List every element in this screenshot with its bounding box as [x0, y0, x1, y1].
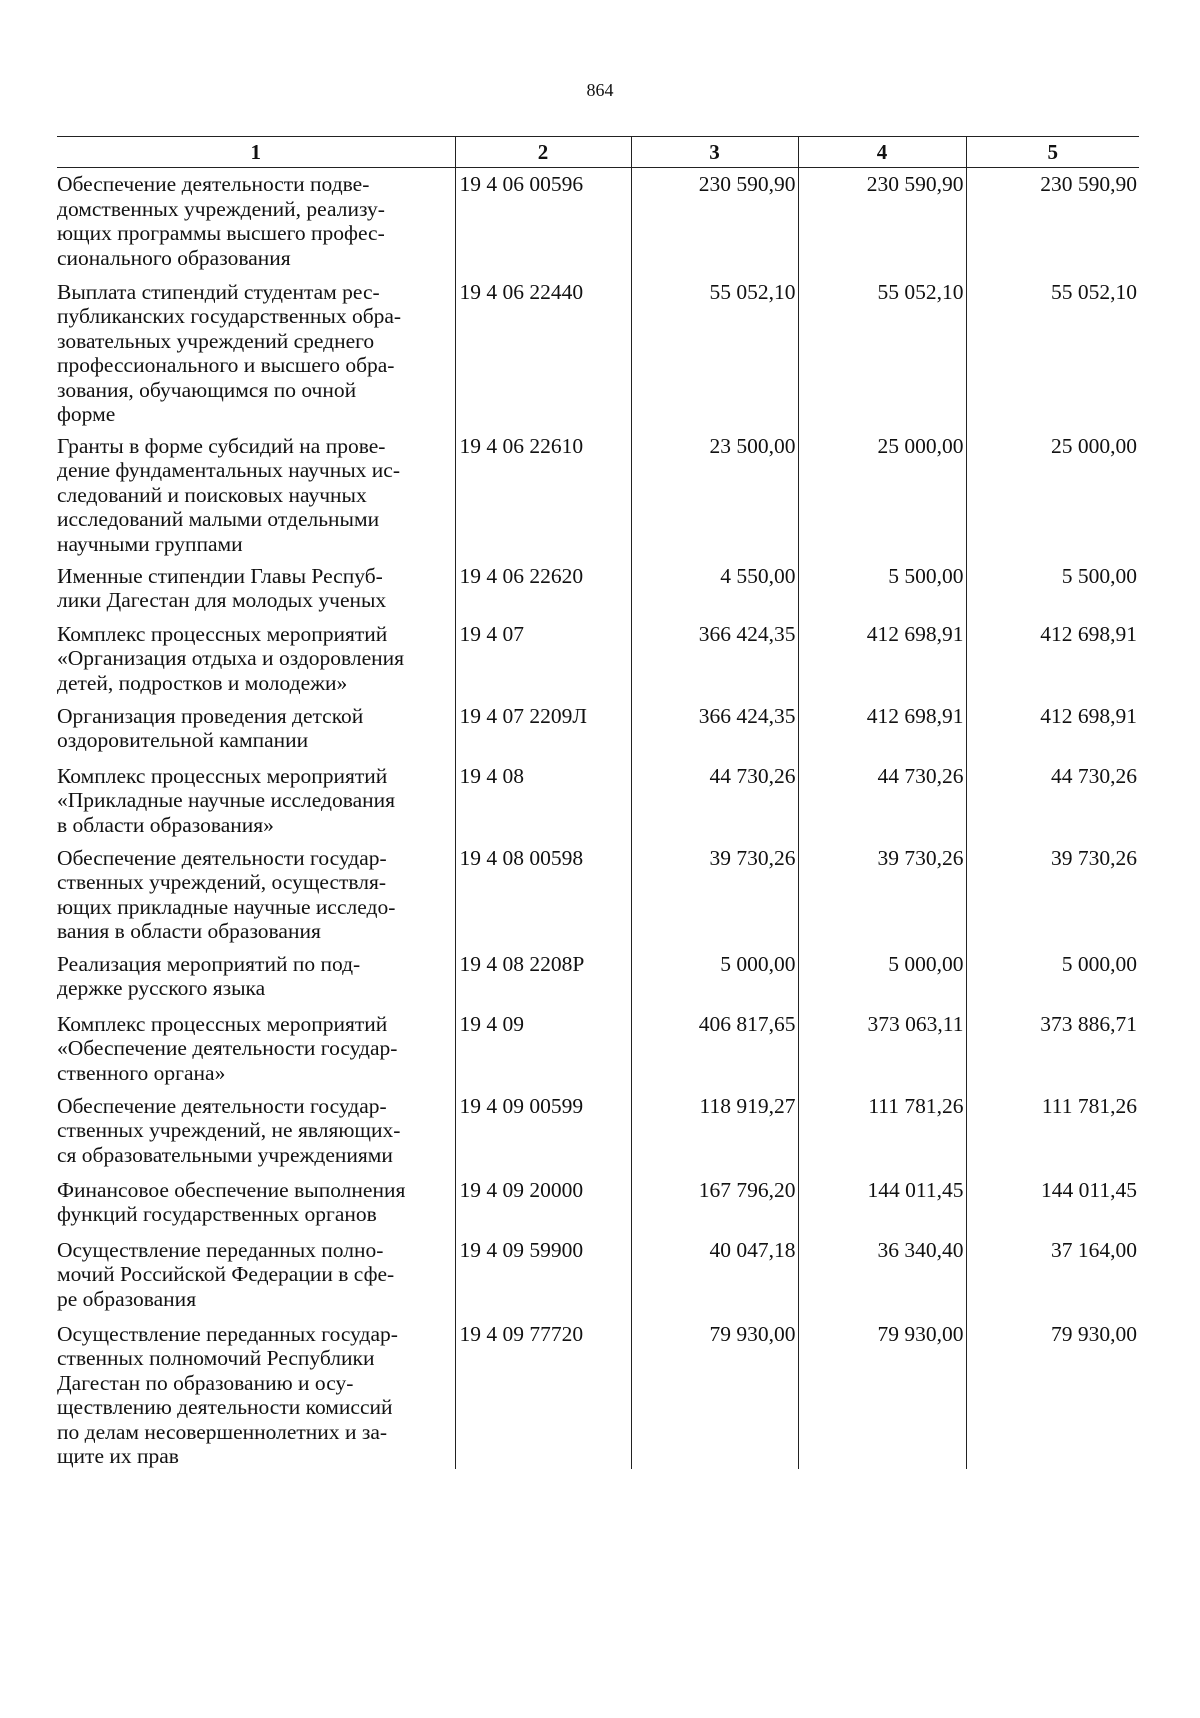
- row-name-cell: [57, 698, 455, 758]
- row-value-col5-text: 373 886,71: [1040, 1011, 1137, 1036]
- row-code-text: 19 4 09 00599: [459, 1093, 584, 1118]
- row-name-cell: [57, 1232, 455, 1316]
- row-value-col3-cell: [631, 428, 798, 558]
- row-code-text: 19 4 06 22440: [459, 279, 584, 304]
- row-value-col4-cell: [798, 616, 966, 698]
- row-value-col4-text: 36 340,40: [877, 1237, 964, 1262]
- row-name-cell: [57, 558, 455, 616]
- row-value-col5-cell: [966, 840, 1139, 946]
- row-value-col4-cell: [798, 758, 966, 840]
- row-value-col3-text: 167 796,20: [698, 1177, 796, 1202]
- row-value-col3-cell: [631, 1088, 798, 1172]
- column-header-4: 4: [798, 137, 966, 168]
- row-value-col4-cell: [798, 1006, 966, 1088]
- row-value-col5-text: 79 930,00: [1051, 1321, 1137, 1346]
- row-name-text: Комплекс процессных мероприятий «Обеспечение деятельности государ- ственного органа»: [57, 1011, 398, 1085]
- row-code-cell: [455, 1006, 631, 1088]
- row-name-text: Организация проведения детской оздоровительной кампании: [57, 703, 364, 752]
- row-value-col5-text: 25 000,00: [1051, 433, 1137, 458]
- table-header-row: [57, 137, 1139, 168]
- row-name-text: Осуществление переданных государ- ственных полномочий Республики Дагестан по образованию и осу- ществлению деятельности комиссий по делам несовершеннолетних и за- щите их прав: [57, 1321, 398, 1468]
- row-value-col3-text: 118 919,27: [699, 1093, 796, 1118]
- table-row: [57, 1232, 1139, 1316]
- row-code-text: 19 4 09 59900: [459, 1237, 584, 1262]
- row-value-col3-cell: [631, 840, 798, 946]
- row-value-col3-text: 40 047,18: [709, 1237, 796, 1262]
- row-value-col3-cell: [631, 946, 798, 1006]
- row-value-col4-cell: [798, 1232, 966, 1316]
- row-value-col4-text: 412 698,91: [866, 621, 964, 646]
- row-value-col3-text: 44 730,26: [709, 763, 796, 788]
- row-code-cell: [455, 1172, 631, 1232]
- row-code-cell: [455, 1232, 631, 1316]
- row-code-text: 19 4 07: [459, 621, 524, 646]
- row-name-text: Комплекс процессных мероприятий «Прикладные научные исследования в области образования»: [57, 763, 396, 837]
- row-value-col3-cell: [631, 274, 798, 428]
- row-code-text: 19 4 06 22620: [459, 563, 584, 588]
- row-value-col4-cell: [798, 1088, 966, 1172]
- row-name-cell: [57, 1316, 455, 1469]
- row-value-col5-text: 44 730,26: [1051, 763, 1137, 788]
- row-value-col4-text: 5 000,00: [888, 951, 964, 976]
- column-header-5: 5: [966, 137, 1139, 168]
- row-name-text: Выплата стипендий студентам рес- публиканских государственных обра- зовательных учреждений среднего профессионального и высшего обра- зования, обучающимся по очной форме: [57, 279, 402, 426]
- row-value-col4-text: 144 011,45: [867, 1177, 964, 1202]
- row-value-col5-text: 412 698,91: [1040, 621, 1137, 646]
- row-code-cell: [455, 168, 631, 274]
- table-row: [57, 946, 1139, 1006]
- row-value-col4-cell: [798, 946, 966, 1006]
- row-value-col5-cell: [966, 274, 1139, 428]
- row-value-col5-cell: [966, 698, 1139, 758]
- row-value-col3-text: 366 424,35: [698, 621, 796, 646]
- row-value-col4-cell: [798, 1172, 966, 1232]
- row-value-col4-text: 373 063,11: [867, 1011, 964, 1036]
- table-row: [57, 698, 1139, 758]
- row-name-cell: [57, 1006, 455, 1088]
- row-name-text: Обеспечение деятельности государ- ственных учреждений, осуществля- ющих прикладные научные исследо- вания в области образования: [57, 845, 396, 943]
- row-code-cell: [455, 274, 631, 428]
- row-name-text: Гранты в форме субсидий на прове- дение фундаментальных научных ис- следований и поисковых научных исследований малыми отдельными научными группами: [57, 433, 401, 556]
- row-code-cell: [455, 698, 631, 758]
- column-header-3: 3: [631, 137, 798, 168]
- row-value-col5-text: 111 781,26: [1041, 1093, 1137, 1118]
- row-name-cell: [57, 428, 455, 558]
- row-value-col4-text: 111 781,26: [868, 1093, 964, 1118]
- row-value-col4-text: 25 000,00: [877, 433, 964, 458]
- row-value-col3-text: 5 000,00: [720, 951, 796, 976]
- row-value-col5-cell: [966, 758, 1139, 840]
- row-code-text: 19 4 06 00596: [459, 172, 584, 196]
- table-row: [57, 1316, 1139, 1469]
- row-code-cell: [455, 558, 631, 616]
- row-name-cell: [57, 946, 455, 1006]
- row-value-col3-cell: [631, 558, 798, 616]
- row-code-text: 19 4 08 00598: [459, 845, 584, 870]
- row-name-text: Именные стипендии Главы Респуб- лики Дагестан для молодых ученых: [57, 563, 387, 612]
- row-value-col4-text: 230 590,90: [866, 172, 964, 196]
- row-value-col5-cell: [966, 1006, 1139, 1088]
- row-value-col3-cell: [631, 1006, 798, 1088]
- row-value-col5-text: 37 164,00: [1051, 1237, 1137, 1262]
- row-value-col3-cell: [631, 698, 798, 758]
- table-body: [57, 168, 1139, 1469]
- column-header-1: 1: [57, 137, 455, 168]
- row-code-cell: [455, 616, 631, 698]
- row-name-text: Осуществление переданных полно- мочий Российской Федерации в сфе- ре образования: [57, 1237, 395, 1311]
- row-code-text: 19 4 09 77720: [459, 1321, 584, 1346]
- row-value-col4-cell: [798, 698, 966, 758]
- row-value-col4-text: 79 930,00: [877, 1321, 964, 1346]
- row-value-col3-cell: [631, 168, 798, 274]
- row-value-col3-text: 366 424,35: [698, 703, 796, 728]
- row-name-text: Финансовое обеспечение выполнения функций государственных органов: [57, 1177, 406, 1226]
- table-row: [57, 758, 1139, 840]
- row-name-cell: [57, 616, 455, 698]
- row-code-text: 19 4 09: [459, 1011, 524, 1036]
- row-value-col4-text: 39 730,26: [877, 845, 964, 870]
- row-code-text: 19 4 07 2209Л: [459, 703, 587, 728]
- row-value-col5-cell: [966, 616, 1139, 698]
- table-row: [57, 840, 1139, 946]
- row-code-cell: [455, 1316, 631, 1469]
- table-row: [57, 1172, 1139, 1232]
- table-row: [57, 1006, 1139, 1088]
- row-value-col5-cell: [966, 1172, 1139, 1232]
- row-value-col4-text: 5 500,00: [888, 563, 964, 588]
- row-value-col4-text: 55 052,10: [877, 279, 964, 304]
- table-row: [57, 1088, 1139, 1172]
- row-value-col4-cell: [798, 840, 966, 946]
- table-row: [57, 558, 1139, 616]
- row-value-col3-cell: [631, 1172, 798, 1232]
- row-value-col3-text: 39 730,26: [709, 845, 796, 870]
- row-value-col5-text: 5 500,00: [1061, 563, 1137, 588]
- row-value-col5-cell: [966, 1088, 1139, 1172]
- row-value-col4-cell: [798, 428, 966, 558]
- table-row: [57, 428, 1139, 558]
- row-value-col4-cell: [798, 558, 966, 616]
- row-value-col5-text: 5 000,00: [1061, 951, 1137, 976]
- row-code-text: 19 4 06 22610: [459, 433, 584, 458]
- row-value-col3-text: 4 550,00: [720, 563, 796, 588]
- row-code-text: 19 4 09 20000: [459, 1177, 584, 1202]
- row-value-col3-text: 406 817,65: [698, 1011, 796, 1036]
- table-row: [57, 616, 1139, 698]
- row-value-col3-cell: [631, 758, 798, 840]
- row-value-col3-cell: [631, 1316, 798, 1469]
- page-number: 864: [586, 80, 614, 100]
- row-name-text: Обеспечение деятельности подве- домственных учреждений, реализу- ющих программы высшего профес- сионального образования: [57, 172, 385, 270]
- row-value-col4-text: 44 730,26: [877, 763, 964, 788]
- row-name-cell: [57, 758, 455, 840]
- row-value-col4-cell: [798, 274, 966, 428]
- table-row: [57, 274, 1139, 428]
- row-value-col3-text: 55 052,10: [709, 279, 796, 304]
- row-value-col5-text: 412 698,91: [1040, 703, 1137, 728]
- row-value-col4-cell: [798, 1316, 966, 1469]
- row-value-col4-cell: [798, 168, 966, 274]
- row-value-col3-text: 79 930,00: [709, 1321, 796, 1346]
- row-code-cell: [455, 428, 631, 558]
- row-value-col5-cell: [966, 558, 1139, 616]
- row-value-col5-text: 144 011,45: [1041, 1177, 1137, 1202]
- row-code-cell: [455, 758, 631, 840]
- row-name-text: Комплекс процессных мероприятий «Организация отдыха и оздоровления детей, подростков и молодежи»: [57, 621, 405, 695]
- row-name-cell: [57, 168, 455, 274]
- row-value-col3-text: 23 500,00: [709, 433, 796, 458]
- row-name-cell: [57, 274, 455, 428]
- row-value-col5-cell: [966, 946, 1139, 1006]
- row-value-col5-cell: [966, 1316, 1139, 1469]
- row-value-col5-text: 55 052,10: [1051, 279, 1137, 304]
- row-value-col5-cell: [966, 428, 1139, 558]
- row-value-col5-text: 230 590,90: [1040, 172, 1137, 196]
- row-name-cell: [57, 840, 455, 946]
- column-header-2: 2: [455, 137, 631, 168]
- row-value-col3-cell: [631, 616, 798, 698]
- row-value-col3-text: 230 590,90: [698, 172, 796, 196]
- row-name-cell: [57, 1172, 455, 1232]
- row-name-cell: [57, 1088, 455, 1172]
- row-code-cell: [455, 946, 631, 1006]
- row-name-text: Обеспечение деятельности государ- ственных учреждений, не являющих- ся образовательными учреждениями: [57, 1093, 401, 1167]
- row-value-col4-text: 412 698,91: [866, 703, 964, 728]
- row-value-col5-cell: [966, 168, 1139, 274]
- budget-table: [57, 136, 1139, 1469]
- row-value-col3-cell: [631, 1232, 798, 1316]
- row-code-cell: [455, 1088, 631, 1172]
- row-value-col5-cell: [966, 1232, 1139, 1316]
- row-code-text: 19 4 08: [459, 763, 524, 788]
- row-code-text: 19 4 08 2208Р: [459, 951, 585, 976]
- row-code-cell: [455, 840, 631, 946]
- table-row: [57, 168, 1139, 274]
- row-value-col5-text: 39 730,26: [1051, 845, 1137, 870]
- row-name-text: Реализация мероприятий по под- держке русского языка: [57, 951, 361, 1000]
